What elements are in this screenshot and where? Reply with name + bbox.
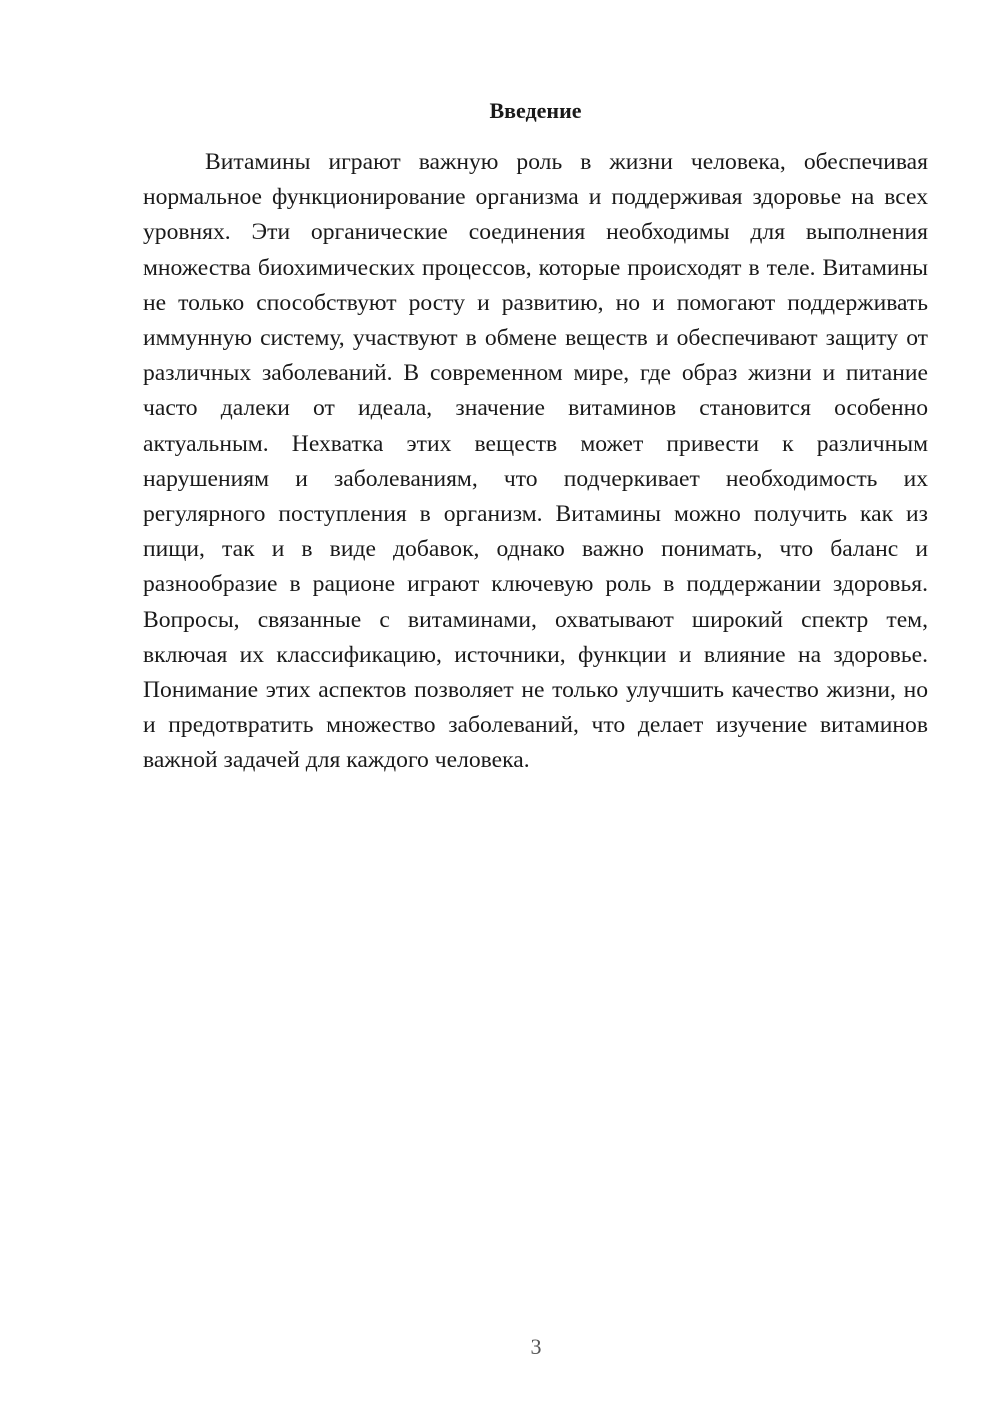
page-number: 3 xyxy=(530,1334,542,1359)
body-paragraph: Витамины играют важную роль в жизни человека, обеспечивая нормальное функционирование организма и поддерживая здоровье на всех уровнях. Эти органические соединения необходимы для выполнения множества биохимических процессов, которые происходят в теле. Витамины не только способствуют росту и развитию, но и помогают поддерживать иммунную систему, участвуют в обмене веществ и обеспечивают защиту от различных заболеваний. В современном мире, где образ жизни и питание часто далеки от идеала, значение витаминов становится особенно актуальным. Нехватка этих веществ может привести к различным нарушениям и заболеваниям, что подчеркивает необходимость их регулярного поступления в организм. Витамины можно получить как из пищи, так и в виде добавок, однако важно понимать, что баланс и разнообразие в рационе играют ключевую роль в поддержании здоровья. Вопросы, связанные с витаминами, охватывают широкий спектр тем, включая их классификацию, источники, функции и влияние на здоровье. Понимание этих аспектов позволяет не только улучшить качество жизни, но и предотвратить множество заболеваний, что делает изучение витаминов важной задачей для каждого человека. xyxy=(143,149,928,774)
section-heading: Введение xyxy=(489,98,582,123)
